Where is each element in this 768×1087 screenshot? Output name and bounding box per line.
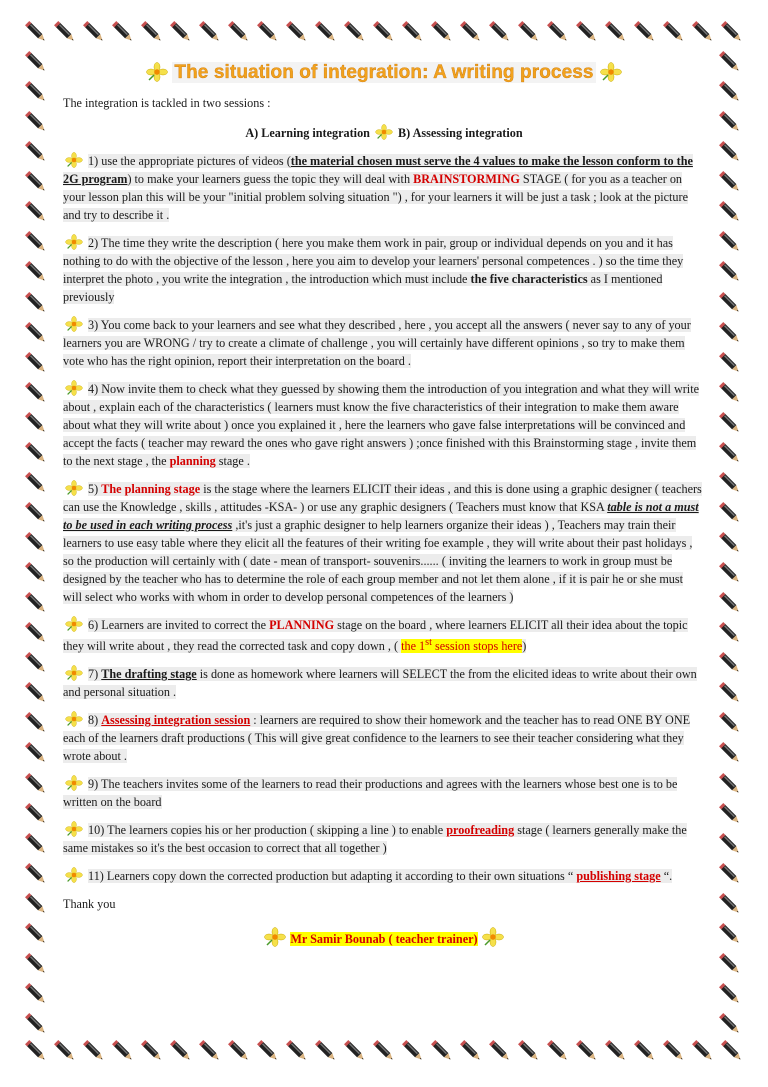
pencil-icon (399, 18, 427, 46)
pencil-icon (254, 1037, 282, 1065)
pencil-icon (716, 770, 744, 798)
pencil-icon (716, 920, 744, 948)
pencil-icon (196, 18, 224, 46)
pencil-icon (716, 228, 744, 256)
signature-row (63, 927, 705, 948)
pencil-icon (718, 18, 746, 46)
pencil-border-top (22, 18, 746, 48)
pencil-icon (22, 258, 50, 286)
pencil-icon (716, 379, 744, 407)
pencil-border-bottom (22, 1037, 746, 1067)
pencil-icon (716, 349, 744, 377)
pencil-icon (716, 108, 744, 136)
pencil-icon (716, 589, 744, 617)
pencil-icon (22, 439, 50, 467)
daffodil-flower-icon (63, 821, 85, 837)
step-3: 3) You come back to your learners and see what they described , here , you accept all the answers ( never say to any of your learners you are WRONG / try to create a climate of challenge , you will certainly have different opinions , so try to make them vote who has the right opinion, report their interpretation on the board . (63, 318, 691, 368)
pencil-icon (22, 559, 50, 587)
pencil-icon (283, 18, 311, 46)
pencil-icon (22, 980, 50, 1008)
pencil-icon (22, 168, 50, 196)
step-6: 6) Learners are invited to correct the PLANNING stage on the board , where learners ELICIT all their idea about the topic they will write about , they read the corrected task and copy down , ( the 1st session stops here) (63, 618, 688, 654)
pencil-icon (22, 469, 50, 497)
step-1: 1) use the appropriate pictures of videos (the material chosen must serve the 4 values to make the lesson conform to the 2G program) to make your learners guess the topic they will deal with BRAINSTORMING STAGE ( for you as a teacher on your lesson plan this will be your "initial problem solving situation ") , for your learners it will be just a task ; look at the picture and try to describe it . (63, 154, 693, 222)
daffodil-flower-icon (63, 316, 85, 332)
pencil-icon (428, 1037, 456, 1065)
pencil-icon (109, 1037, 137, 1065)
pencil-icon (716, 78, 744, 106)
step-7: 7) The drafting stage is done as homework where learners will SELECT the from the elicited ideas to write about their own and personal situation . (63, 667, 697, 700)
pencil-icon (22, 1010, 50, 1038)
step-10: 10) The learners copies his or her production ( skipping a line ) to enable proofreading stage ( learners generally make the same mistakes so it's the best occasion to correct that all together ) (63, 823, 687, 856)
pencil-icon (716, 890, 744, 918)
pencil-icon (22, 379, 50, 407)
session-b-label: B) Assessing integration (398, 126, 523, 140)
pencil-icon (22, 619, 50, 647)
title-row (63, 62, 705, 92)
pencil-icon (716, 950, 744, 978)
pencil-icon (254, 18, 282, 46)
pencil-icon (544, 18, 572, 46)
pencil-icon (22, 499, 50, 527)
pencil-icon (22, 920, 50, 948)
page-title: The situation of integration: A writing process (174, 62, 594, 83)
pencil-icon (80, 1037, 108, 1065)
pencil-icon (631, 18, 659, 46)
pencil-icon (138, 1037, 166, 1065)
pencil-icon (602, 18, 630, 46)
pencil-icon (109, 18, 137, 46)
daffodil-flower-icon (63, 152, 85, 168)
pencil-icon (370, 18, 398, 46)
pencil-icon (22, 589, 50, 617)
pencil-border-right (716, 48, 746, 1038)
pencil-icon (22, 739, 50, 767)
pencil-icon (22, 409, 50, 437)
pencil-icon (718, 1037, 746, 1065)
daffodil-flower-icon (481, 927, 505, 947)
pencil-icon (573, 1037, 601, 1065)
step-11: 11) Learners copy down the corrected production but adapting it according to their own situations “ publishing stage “. (63, 867, 705, 885)
pencil-icon (573, 18, 601, 46)
pencil-icon (22, 649, 50, 677)
pencil-icon (167, 18, 195, 46)
pencil-icon (138, 18, 166, 46)
pencil-icon (716, 830, 744, 858)
pencil-icon (544, 1037, 572, 1065)
pencil-icon (716, 980, 744, 1008)
pencil-icon (22, 679, 50, 707)
step-5: 5) The planning stage is the stage where the learners ELICIT their ideas , and this is done using a graphic designer ( teachers can use the Knowledge , skills , attitudes -KSA- ) or use any graphic designers ( Teachers must know that KSA table is not a must to be used in each writing process ,it's just a graphic designer to help learners organize their ideas ) , Teachers may train their learners to use easy table where they elicit all the features of their writing foe example , they will write about their past holidays , so the production will certainly with ( date - mean of transport- souvenirs...... ( inviting the learners to work in group must be designed by the teacher who has to determine the role of each group member and not let them alone , if it is pair he or she must will select who works with whom in order to develop personal competences of the learners ) (63, 482, 702, 604)
pencil-icon (716, 48, 744, 76)
pencil-icon (80, 18, 108, 46)
pencil-icon (22, 950, 50, 978)
pencil-icon (689, 18, 717, 46)
pencil-icon (225, 1037, 253, 1065)
pencil-icon (22, 48, 50, 76)
pencil-icon (486, 18, 514, 46)
pencil-icon (22, 830, 50, 858)
signature: Mr Samir Bounab ( teacher trainer) (290, 932, 478, 947)
step-4: 4) Now invite them to check what they guessed by showing them the introduction of you integration and what they will write about , explain each of the characteristics ( learners must know the five characteristics of their integration to make them aware about what they will write about ) once you explained it , here the learners who gave false interpretations will be convinced and accept the facts ( teacher may reward the ones who gave right answers ) ;once finished with this Brainstorming stage , invite them to the next stage , the planning stage . (63, 382, 699, 468)
pencil-border-left (22, 48, 52, 1038)
thank-you-text: Thank you (63, 897, 116, 912)
pencil-icon (22, 1037, 50, 1065)
pencil-icon (716, 529, 744, 557)
pencil-icon (457, 18, 485, 46)
pencil-icon (716, 800, 744, 828)
daffodil-flower-icon (63, 480, 85, 496)
pencil-icon (716, 289, 744, 317)
daffodil-flower-icon (599, 62, 623, 82)
pencil-icon (22, 289, 50, 317)
pencil-icon (716, 649, 744, 677)
daffodil-flower-icon (63, 616, 85, 632)
pencil-icon (486, 1037, 514, 1065)
pencil-icon (341, 18, 369, 46)
pencil-icon (428, 18, 456, 46)
step-8: 8) Assessing integration session : learners are required to show their homework and the teacher has to read ONE BY ONE each of the learners draft productions ( This will give great confidence to the learners to see their teacher considering what they wrote about . (63, 713, 691, 764)
pencil-icon (716, 499, 744, 527)
pencil-icon (716, 1010, 744, 1038)
pencil-icon (716, 168, 744, 196)
pencil-icon (631, 1037, 659, 1065)
pencil-icon (660, 1037, 688, 1065)
pencil-icon (370, 1037, 398, 1065)
step-2: 2) The time they write the description ( here you make them work in pair, group or individual depends on you and it has nothing to do with the objective of the lesson , here you aim to develop your learners' personal competences . ) so the time they interpret the photo , you write the integration , the introduction which must include the five characteristics as I mentioned previously (63, 236, 684, 304)
daffodil-flower-icon (63, 711, 85, 727)
pencil-icon (22, 198, 50, 226)
pencil-icon (22, 770, 50, 798)
pencil-icon (716, 198, 744, 226)
daffodil-flower-icon (63, 867, 85, 883)
step-9: 9) The teachers invites some of the learners to read their productions and agrees with the learners whose best one is to be written on the board (63, 777, 678, 810)
pencil-icon (602, 1037, 630, 1065)
pencil-icon (22, 890, 50, 918)
pencil-icon (515, 18, 543, 46)
pencil-icon (22, 319, 50, 347)
pencil-icon (22, 78, 50, 106)
document-body (63, 62, 705, 948)
pencil-icon (716, 319, 744, 347)
pencil-icon (341, 1037, 369, 1065)
daffodil-flower-icon (373, 124, 395, 140)
pencil-icon (716, 439, 744, 467)
pencil-icon (22, 108, 50, 136)
pencil-icon (716, 860, 744, 888)
pencil-icon (716, 258, 744, 286)
pencil-icon (716, 409, 744, 437)
pencil-icon (312, 18, 340, 46)
pencil-icon (716, 469, 744, 497)
pencil-icon (22, 860, 50, 888)
pencil-icon (716, 559, 744, 587)
pencil-icon (22, 228, 50, 256)
session-a-label: A) Learning integration (245, 126, 370, 140)
pencil-icon (22, 138, 50, 166)
daffodil-flower-icon (63, 775, 85, 791)
pencil-icon (716, 619, 744, 647)
pencil-icon (196, 1037, 224, 1065)
daffodil-flower-icon (63, 380, 85, 396)
pencil-icon (22, 18, 50, 46)
pencil-icon (660, 18, 688, 46)
pencil-icon (22, 800, 50, 828)
pencil-icon (515, 1037, 543, 1065)
daffodil-flower-icon (145, 62, 169, 82)
daffodil-flower-icon (263, 927, 287, 947)
intro-text: The integration is tackled in two sessions : (63, 96, 271, 110)
pencil-icon (51, 1037, 79, 1065)
pencil-icon (22, 529, 50, 557)
pencil-icon (51, 18, 79, 46)
pencil-icon (22, 349, 50, 377)
daffodil-flower-icon (63, 665, 85, 681)
pencil-icon (716, 709, 744, 737)
pencil-icon (225, 18, 253, 46)
pencil-icon (457, 1037, 485, 1065)
pencil-icon (312, 1037, 340, 1065)
pencil-icon (716, 739, 744, 767)
sessions-line (63, 124, 705, 142)
pencil-icon (399, 1037, 427, 1065)
pencil-icon (167, 1037, 195, 1065)
daffodil-flower-icon (63, 234, 85, 250)
pencil-icon (283, 1037, 311, 1065)
pencil-icon (716, 138, 744, 166)
pencil-icon (689, 1037, 717, 1065)
pencil-icon (716, 679, 744, 707)
pencil-icon (22, 709, 50, 737)
